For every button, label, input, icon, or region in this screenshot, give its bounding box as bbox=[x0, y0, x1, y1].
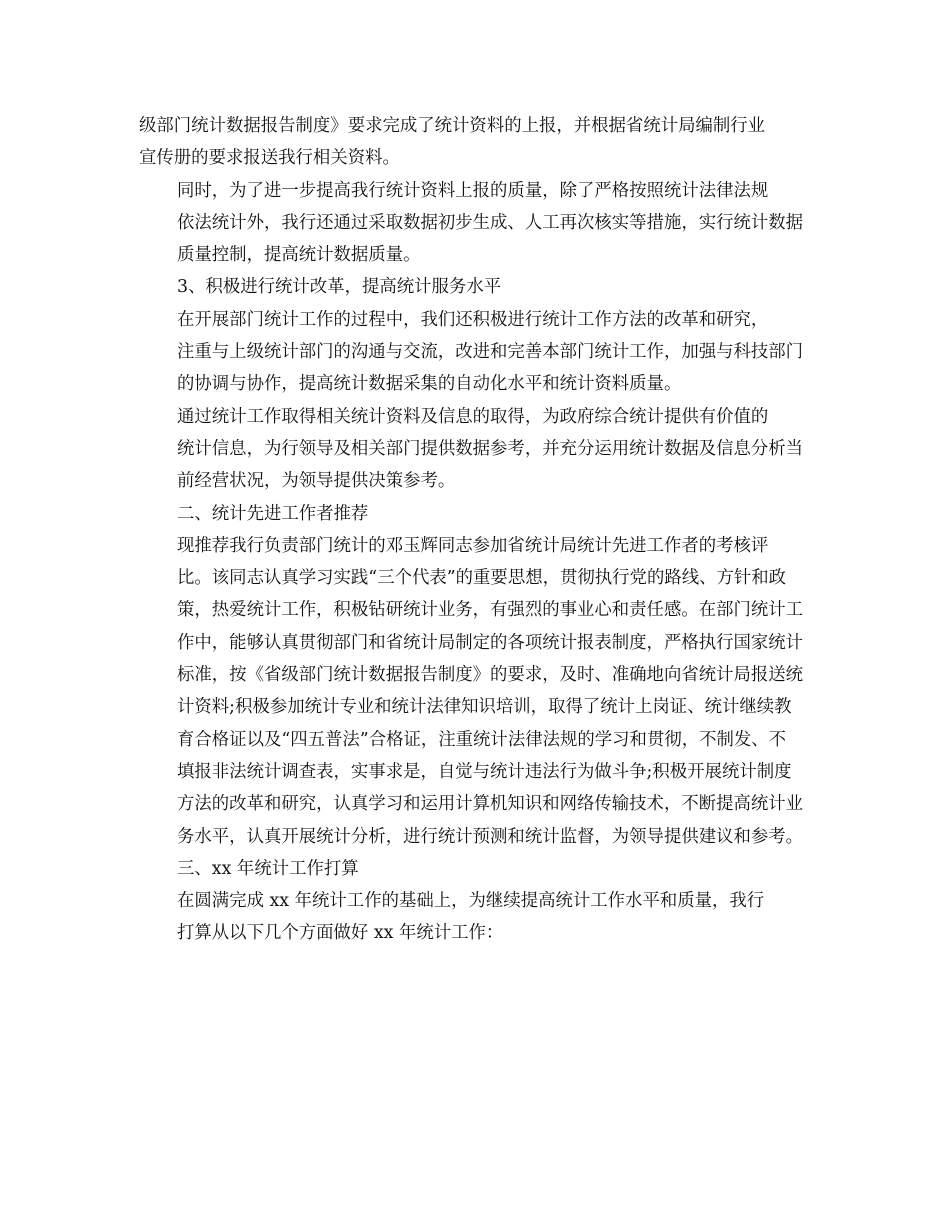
text-line: 比。该同志认真学习实践“三个代表”的重要思想，贯彻执行党的路线、方针和政 bbox=[177, 568, 787, 589]
paragraph bbox=[139, 304, 819, 401]
text-line: 在圆满完成 xx 年统计工作的基础上，为继续提高统计工作水平和质量，我行 bbox=[177, 891, 765, 912]
text-line: 现推荐我行负责部门统计的邓玉辉同志参加省统计局统计先进工作者的考核评 bbox=[177, 535, 769, 556]
text-line: 填报非法统计调查表，实事求是，自觉与统计违法行为做斗争;积极开展统计制度 bbox=[177, 761, 792, 782]
text-line: 二、统计先进工作者推荐 bbox=[177, 503, 369, 524]
text-line: 计资料;积极参加统计专业和统计法律知识培训，取得了统计上岗证、统计继续教 bbox=[177, 697, 792, 718]
document-body bbox=[139, 110, 819, 950]
text-line: 宣传册的要求报送我行相关资料。 bbox=[139, 148, 400, 169]
text-line: 在开展部门统计工作的过程中，我们还积极进行统计工作方法的改革和研究， bbox=[177, 309, 769, 330]
text-line: 的协调与协作，提高统计数据采集的自动化水平和统计资料质量。 bbox=[177, 374, 682, 395]
text-line: 统计信息，为行领导及相关部门提供数据参考，并充分运用统计数据及信息分析当 bbox=[177, 438, 804, 459]
text-line: 标准，按《省级部门统计数据报告制度》的要求，及时、准确地向省统计局报送统 bbox=[177, 665, 804, 686]
paragraph bbox=[139, 175, 819, 272]
text-line: 方法的改革和研究，认真学习和运用计算机知识和网络传输技术，不断提高统计业 bbox=[177, 794, 804, 815]
text-line: 策，热爱统计工作，积极钻研统计业务，有强烈的事业心和责任感。在部门统计工 bbox=[177, 600, 804, 621]
text-line: 通过统计工作取得相关统计资料及信息的取得，为政府综合统计提供有价值的 bbox=[177, 406, 769, 427]
paragraph bbox=[139, 498, 819, 530]
text-line: 务水平，认真开展统计分析，进行统计预测和统计监督，为领导提供建议和参考。 bbox=[177, 826, 804, 847]
text-line: 打算从以下几个方面做好 xx 年统计工作： bbox=[177, 923, 504, 944]
paragraph bbox=[139, 271, 819, 303]
text-line: 前经营状况，为领导提供决策参考。 bbox=[177, 471, 456, 492]
text-line: 作中，能够认真贯彻部门和省统计局制定的各项统计报表制度，严格执行国家统计 bbox=[177, 632, 804, 653]
text-line: 3、积极进行统计改革，提高统计服务水平 bbox=[177, 277, 502, 298]
paragraph bbox=[139, 401, 819, 498]
paragraph bbox=[139, 853, 819, 885]
text-line: 同时，为了进一步提高我行统计资料上报的质量，除了严格按照统计法律法规 bbox=[177, 180, 769, 201]
paragraph bbox=[139, 110, 819, 175]
text-line: 质量控制，提高统计数据质量。 bbox=[177, 245, 421, 266]
text-line: 级部门统计数据报告制度》要求完成了统计资料的上报，并根据省统计局编制行业 bbox=[139, 116, 766, 136]
text-line: 依法统计外，我行还通过采取数据初步生成、人工再次核实等措施，实行统计数据 bbox=[177, 212, 804, 233]
text-line: 三、xx 年统计工作打算 bbox=[177, 858, 359, 879]
text-line: 注重与上级统计部门的沟通与交流，改进和完善本部门统计工作，加强与科技部门 bbox=[177, 342, 804, 363]
text-line: 育合格证以及“四五普法”合格证，注重统计法律法规的学习和贯彻，不制发、不 bbox=[177, 729, 787, 750]
paragraph bbox=[139, 885, 819, 950]
paragraph bbox=[139, 530, 819, 853]
